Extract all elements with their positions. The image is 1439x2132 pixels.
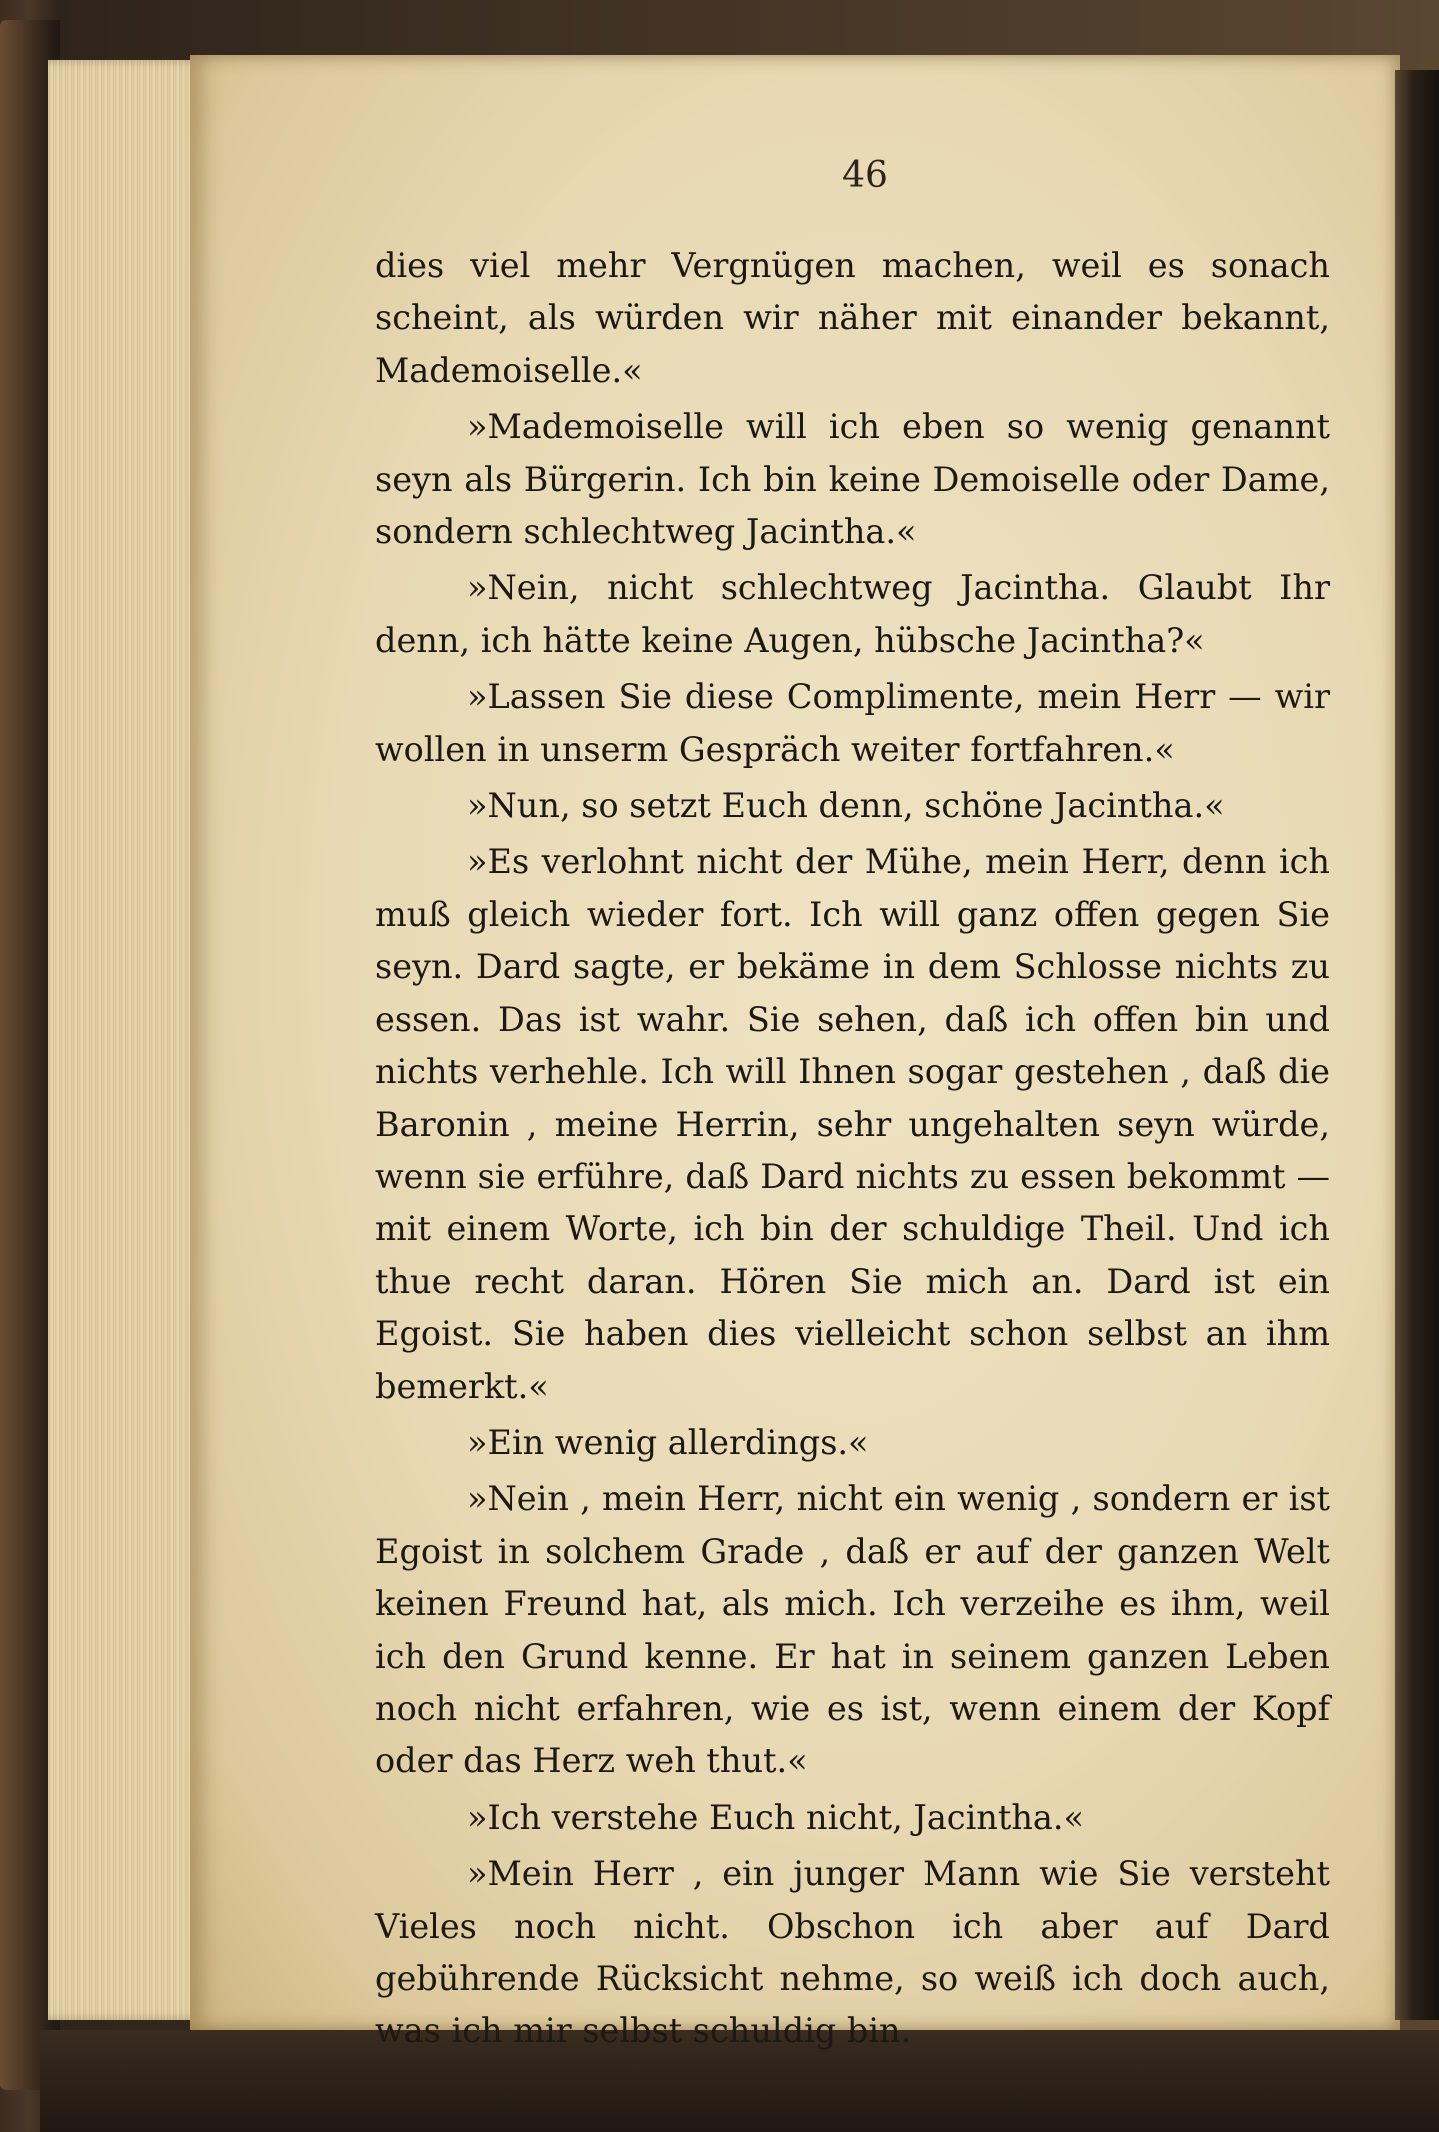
paragraph-4: »Lassen Sie diese Complimente, mein Herr — wir wollen in unserm Gespräch weiter fortfahren.« (375, 677, 1330, 769)
paragraph-3: »Nein, nicht schlechtweg Jacintha. Glaubt Ihr denn, ich hätte keine Augen, hübsche Jacintha?« (375, 568, 1330, 660)
paragraph-9: »Ich verstehe Euch nicht, Jacintha.« (467, 1797, 1085, 1837)
paragraph-5: »Nun, so setzt Euch denn, schöne Jacintha.« (467, 786, 1225, 826)
paragraph-1: dies viel mehr Vergnügen machen, weil es sonach scheint, als würden wir näher mit einander bekannt, Mademoiselle.« (375, 246, 1330, 390)
paragraph-8: »Nein , mein Herr, nicht ein wenig , sondern er ist Egoist in solchem Grade , daß er auf der ganzen Welt keinen Freund hat, als mich. Ich verzeihe es ihm, weil ich den Grund kenne. Er hat in seinem ganzen Leben noch nicht erfahren, wie es ist, wenn einem der Kopf oder das Herz weh thut.« (375, 1479, 1330, 1781)
page-edge-right (1395, 70, 1439, 2020)
paragraph-6: »Es verlohnt nicht der Mühe, mein Herr, denn ich muß gleich wieder fort. Ich will ganz offen gegen Sie seyn. Dard sagte, er bekäme in dem Schlosse nichts zu essen. Das ist wahr. Sie sehen, daß ich offen bin und nichts verhehle. Ich will Ihnen sogar gestehen , daß die Baronin , meine Herrin, sehr ungehalten seyn würde, wenn sie erführe, daß Dard nichts zu essen bekommt — mit einem Worte, ich bin der schuldige Theil. Und ich thue recht daran. Hören Sie mich an. Dard ist ein Egoist. Sie haben dies vielleicht schon selbst an ihm bemerkt.« (375, 842, 1330, 1406)
paragraph-7: »Ein wenig allerdings.« (467, 1422, 869, 1462)
page-stack-left (48, 60, 208, 2020)
page-number: 46 (842, 155, 888, 196)
paragraph-10: »Mein Herr , ein junger Mann wie Sie versteht Vieles noch nicht. Obschon ich aber auf Dard gebührende Rücksicht nehme, so weiß ich doch auch, was ich mir selbst schuldig bin. (375, 1854, 1330, 2051)
paragraph-2: »Mademoiselle will ich eben so wenig genannt seyn als Bürgerin. Ich bin keine Demoiselle oder Dame, sondern schlechtweg Jacintha.« (375, 407, 1330, 552)
body-text (375, 240, 1330, 2058)
